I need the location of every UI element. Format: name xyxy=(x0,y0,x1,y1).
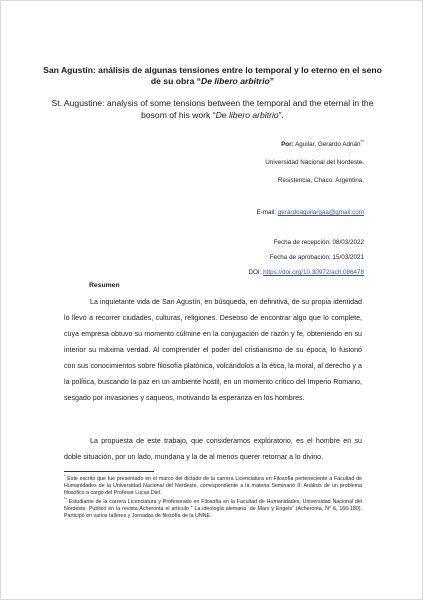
doi-line xyxy=(248,269,364,277)
footnote-divider xyxy=(64,471,154,472)
received-date: Fecha de recepción: 08/03/2022 xyxy=(273,239,364,246)
title-spanish xyxy=(41,65,384,87)
author-line xyxy=(281,138,364,149)
footnote-1 xyxy=(64,476,362,498)
footnote-2-text: Estudiante de la carrera Licenciatura y Profesorado en Filosofía en la Facultad de Humanidades, Universidad Nacional del Nordeste. Publicó en la revista Acheronta el artículo “ La ideología alemana´ de Marx y Engels” (Acheronta, N° 6, 166-180). Participó en varios talleres y Jornadas de filosofía de la UNNE. xyxy=(64,499,362,520)
footnote-2 xyxy=(64,499,362,521)
abstract-heading: Resumen xyxy=(89,282,120,289)
author-institution: Universidad Nacional del Nordeste. xyxy=(265,159,364,166)
author-prefix: Por: xyxy=(281,141,294,148)
footnote-1-mark: * xyxy=(64,474,66,479)
title-english-work: De libero arbitrio xyxy=(215,110,279,120)
author-footnote-mark[interactable]: ** xyxy=(360,138,364,144)
abstract-paragraph: La propuesta de este trabajo, que consideramos exploratorio, es el hombre en su doble situación, por un lado, mundana y la de al menos querer retornar a lo divino, xyxy=(64,437,362,461)
email-link[interactable]: gerardoaguilargaa@gmail.com xyxy=(277,209,364,216)
title-spanish-main: San Agustín: análisis de algunas tensiones entre lo temporal y lo eterno en el seno de su obra “ xyxy=(43,65,382,86)
abstract-paragraph: La inquietante vida de San Agustín, en búsqueda, en definitiva, de su propia identidad lo llevó a recorrer ciudades, culturas, religiones. Deseoso de encontrar algo que lo complete, cuya empresa obtuvo su momento cúlmine en la conjugación de razón y fe, obteniendo en su interior su máxima verdad. Al comprender el poder del cristianismo de su época, lo fusionó con sus conocimientos sobre filosofía platónica, volcándolos a la ética, la moral, al derecho y a la política, buscando la paz en un ambiente hostil, en un momento crítico del Imperio Romano, sesgado por invasiones y saqueos, motivando la esperanza en los hombres. xyxy=(64,298,362,402)
author-city: Resistencia, Chaco. Argentina. xyxy=(277,177,364,184)
email-label: E-mail: xyxy=(256,209,277,216)
approved-date: Fecha de aprobación: 15/03/2021 xyxy=(269,254,364,261)
email-line xyxy=(256,209,364,217)
doi-label: DOI: xyxy=(248,269,262,276)
footnote-1-text: Este escrito que fue presentado en el marco del dictado de la carrera Licenciatura en Filosofía perteneciente a Facultad de Humanidades de la Universidad Nacional del Nordeste, correspondiente a la materia Seminario II: Análisis de un problema filosófico a cargo del Profesor Lucas Diel. xyxy=(64,476,362,497)
title-english-main: St. Augustine: analysis of some tensions between the temporal and the eternal in the bosom of his work “ xyxy=(51,98,374,120)
title-english-end: ”. xyxy=(278,110,284,120)
footnote-2-mark: ** xyxy=(64,497,67,502)
title-spanish-end: ” xyxy=(269,76,275,86)
author-name: Aguilar, Gerardo Adrián xyxy=(295,141,361,148)
doi-link[interactable]: https://doi.org/10.30972/ach.086478 xyxy=(263,269,364,276)
title-spanish-work: De libero arbitrio xyxy=(201,76,270,86)
title-english xyxy=(41,97,384,121)
